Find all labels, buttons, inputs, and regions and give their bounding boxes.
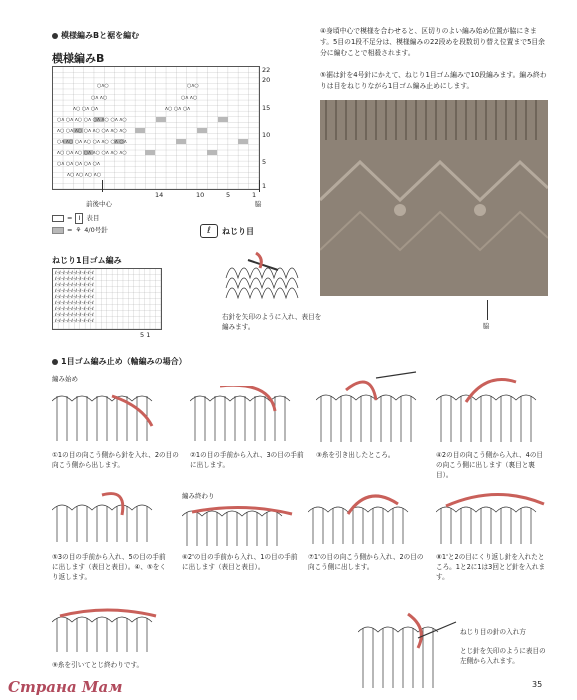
pattern-b-grid <box>53 67 259 189</box>
twist-symbol-icon: ℓ <box>200 224 218 238</box>
step-6-caption: ⑥2'の目の手前から入れ、1の目の手前に出します（表目と表目）。 <box>182 553 298 571</box>
svg-text:ℓ–ℓ–ℓ–ℓ–ℓ–ℓ–ℓ–ℓ–ℓ–ℓ: ℓ–ℓ–ℓ–ℓ–ℓ–ℓ–ℓ–ℓ–ℓ–ℓ <box>55 319 94 324</box>
step-4-caption: ④2の目の向こう側から入れ、4の目の向こう側に出します（裏目と裏目）。 <box>436 451 544 479</box>
end-label: 編み終わり <box>182 492 215 500</box>
step-9-illustration <box>52 600 162 654</box>
step-6-illustration <box>182 502 296 548</box>
rib-numbers: 5 1 <box>140 331 151 339</box>
svg-text:○ʌ ʌ○ ○ʌ ʌ○ ○ʌ ʌ○ ○ʌ ○ʌ: ○ʌ ʌ○ ○ʌ ʌ○ ○ʌ ʌ○ ○ʌ ○ʌ <box>57 139 127 145</box>
svg-text:○ʌ○: ○ʌ○ <box>187 83 199 89</box>
step-3-illustration <box>316 370 426 446</box>
step-8-illustration <box>436 484 548 548</box>
svg-text:ℓ–ℓ–ℓ–ℓ–ℓ–ℓ–ℓ–ℓ–ℓ–ℓ: ℓ–ℓ–ℓ–ℓ–ℓ–ℓ–ℓ–ℓ–ℓ–ℓ <box>55 289 94 294</box>
row-number: 20 <box>262 76 271 84</box>
stitch-number: 14 <box>155 191 164 199</box>
svg-text:ʌ○ ○ʌ ○ʌ: ʌ○ ○ʌ ○ʌ <box>165 106 191 112</box>
paragraph-4: ④身頃中心で模様を合わせると、区切りのよい編み始め位置が脇にきます。5目の1段不足分は、模様編みの22段めを段数切り替え位置まで5目余分に編むことで相殺されます。 <box>320 27 545 57</box>
step-5-illustration <box>52 490 162 546</box>
twist-heading: ℓ ねじり目 <box>200 224 254 238</box>
row-number: 22 <box>262 66 271 74</box>
svg-text:ʌ○ ○ʌ ʌ○ ○ʌ ʌ○ ○ʌ ʌ○ ʌ○: ʌ○ ○ʌ ʌ○ ○ʌ ʌ○ ○ʌ ʌ○ ʌ○ <box>57 150 127 156</box>
side-arrow-icon <box>259 180 260 192</box>
side-label: 脇 <box>255 200 262 208</box>
watermark-logo: Страна Мам <box>8 678 123 696</box>
paragraph-5: ⑤裾は針を4号針にかえて、ねじり1目ゴム編みで10段編みます。編み終わりは目をねじりながら1目ゴム編み止めにします。 <box>320 71 547 90</box>
section-bind-heading: 1目ゴム編み止め（輪編みの場合） <box>52 356 187 367</box>
svg-text:ℓ–ℓ–ℓ–ℓ–ℓ–ℓ–ℓ–ℓ–ℓ–ℓ: ℓ–ℓ–ℓ–ℓ–ℓ–ℓ–ℓ–ℓ–ℓ–ℓ <box>55 277 94 282</box>
twist-illustration <box>218 248 308 308</box>
swatch-photo <box>320 100 548 296</box>
twist-in-caption: とじ針を矢印のように表目の左側から入れます。 <box>460 647 546 665</box>
step-7-caption: ⑦1'の目の向こう側から入れ、2の目の向こう側に出します。 <box>308 553 424 571</box>
step-3-caption: ③糸を引き出したところ。 <box>316 451 395 459</box>
svg-text:○ʌ ʌ○: ○ʌ ʌ○ <box>91 95 108 101</box>
row-number: 15 <box>262 104 271 112</box>
legend-blank-swatch <box>52 215 64 222</box>
rib-chart <box>52 268 162 330</box>
photo-side-label: 脇 <box>483 322 490 330</box>
svg-text:ℓ–ℓ–ℓ–ℓ–ℓ–ℓ–ℓ–ℓ–ℓ–ℓ: ℓ–ℓ–ℓ–ℓ–ℓ–ℓ–ℓ–ℓ–ℓ–ℓ <box>55 301 94 306</box>
step-7-illustration <box>308 484 420 548</box>
step-2-caption: ②1の目の手前から入れ、3の目の手前に出します。 <box>190 451 304 469</box>
svg-text:○ʌ ○ʌ ○ʌ ○ʌ ○ʌ: ○ʌ ○ʌ ○ʌ ○ʌ ○ʌ <box>57 161 100 167</box>
twist-in-illustration <box>358 608 458 690</box>
rib-title: ねじり1目ゴム編み <box>52 256 122 265</box>
svg-text:ʌ○ ʌ○ ʌ○ ʌ○: ʌ○ ʌ○ ʌ○ ʌ○ <box>67 172 102 178</box>
step-2-illustration <box>190 386 300 446</box>
center-label: 前後中心 <box>86 200 112 208</box>
center-arrow-icon <box>102 180 103 192</box>
svg-text:○ʌ○: ○ʌ○ <box>97 83 109 89</box>
svg-text:ʌ○ ○ʌ ʌ○ ○ʌ ʌ○ ○ʌ ʌ○ ʌ○: ʌ○ ○ʌ ʌ○ ○ʌ ʌ○ ○ʌ ʌ○ ʌ○ <box>57 128 127 134</box>
svg-text:ℓ–ℓ–ℓ–ℓ–ℓ–ℓ–ℓ–ℓ–ℓ–ℓ: ℓ–ℓ–ℓ–ℓ–ℓ–ℓ–ℓ–ℓ–ℓ–ℓ <box>55 283 94 288</box>
stitch-number: 1 <box>252 191 257 199</box>
pattern-b-title: 模様編みB <box>52 52 105 65</box>
rib-grid <box>53 269 161 329</box>
start-label: 編み始め <box>52 375 78 383</box>
pattern-b-chart <box>52 66 260 190</box>
svg-text:○ʌ ʌ○: ○ʌ ʌ○ <box>181 95 198 101</box>
stitch-number: 5 <box>226 191 231 199</box>
legend-needle: = ⚘ 4/0号針 <box>52 226 108 235</box>
svg-text:ℓ–ℓ–ℓ–ℓ–ℓ–ℓ–ℓ–ℓ–ℓ–ℓ: ℓ–ℓ–ℓ–ℓ–ℓ–ℓ–ℓ–ℓ–ℓ–ℓ <box>55 271 94 276</box>
row-number: 10 <box>262 131 271 139</box>
step-9-caption: ⑨糸を引いてとじ終わりです。 <box>52 661 144 669</box>
svg-text:ʌ○ ○ʌ ○ʌ: ʌ○ ○ʌ ○ʌ <box>73 106 99 112</box>
svg-text:ℓ–ℓ–ℓ–ℓ–ℓ–ℓ–ℓ–ℓ–ℓ–ℓ: ℓ–ℓ–ℓ–ℓ–ℓ–ℓ–ℓ–ℓ–ℓ–ℓ <box>55 313 94 318</box>
svg-text:ℓ–ℓ–ℓ–ℓ–ℓ–ℓ–ℓ–ℓ–ℓ–ℓ: ℓ–ℓ–ℓ–ℓ–ℓ–ℓ–ℓ–ℓ–ℓ–ℓ <box>55 295 94 300</box>
svg-text:ℓ–ℓ–ℓ–ℓ–ℓ–ℓ–ℓ–ℓ–ℓ–ℓ: ℓ–ℓ–ℓ–ℓ–ℓ–ℓ–ℓ–ℓ–ℓ–ℓ <box>55 307 94 312</box>
step-5-caption: ⑤3の目の手前から入れ、5の目の手前に出します（表目と表目）。④、⑤をくり返します。 <box>52 553 167 581</box>
row-number: 1 <box>262 182 267 190</box>
section-b-heading: 模様編みBと裾を編む <box>52 30 139 41</box>
side-arrow-icon <box>487 300 488 320</box>
step-4-illustration <box>436 372 546 446</box>
row-number: 5 <box>262 158 267 166</box>
step-8-caption: ⑧1'と2の目にくり返し針を入れたところ。1と2に1は3回とど針を入れます。 <box>436 553 546 581</box>
stitch-number: 10 <box>196 191 205 199</box>
svg-text:○ʌ ○ʌ ʌ○ ○ʌ ○ʌ ʌ○ ○ʌ ʌ○: ○ʌ ○ʌ ʌ○ ○ʌ ○ʌ ʌ○ ○ʌ ʌ○ <box>57 117 127 123</box>
step-1-caption: ①1の目の向こう側から針を入れ、2の目の向こう側から出します。 <box>52 451 179 469</box>
page-number: 35 <box>532 680 543 689</box>
bullet-icon <box>52 33 58 39</box>
bobble-icon: ⚘ <box>75 226 82 234</box>
legend-shaded-swatch <box>52 227 64 234</box>
twist-in-label: ねじり目の針の入れ方 <box>460 628 526 636</box>
twist-caption: 右針を矢印のように入れ、表目を編みます。 <box>222 313 322 331</box>
legend-knit: = I 表目 <box>52 213 99 224</box>
bullet-icon <box>52 359 58 365</box>
step-1-illustration <box>52 386 162 446</box>
